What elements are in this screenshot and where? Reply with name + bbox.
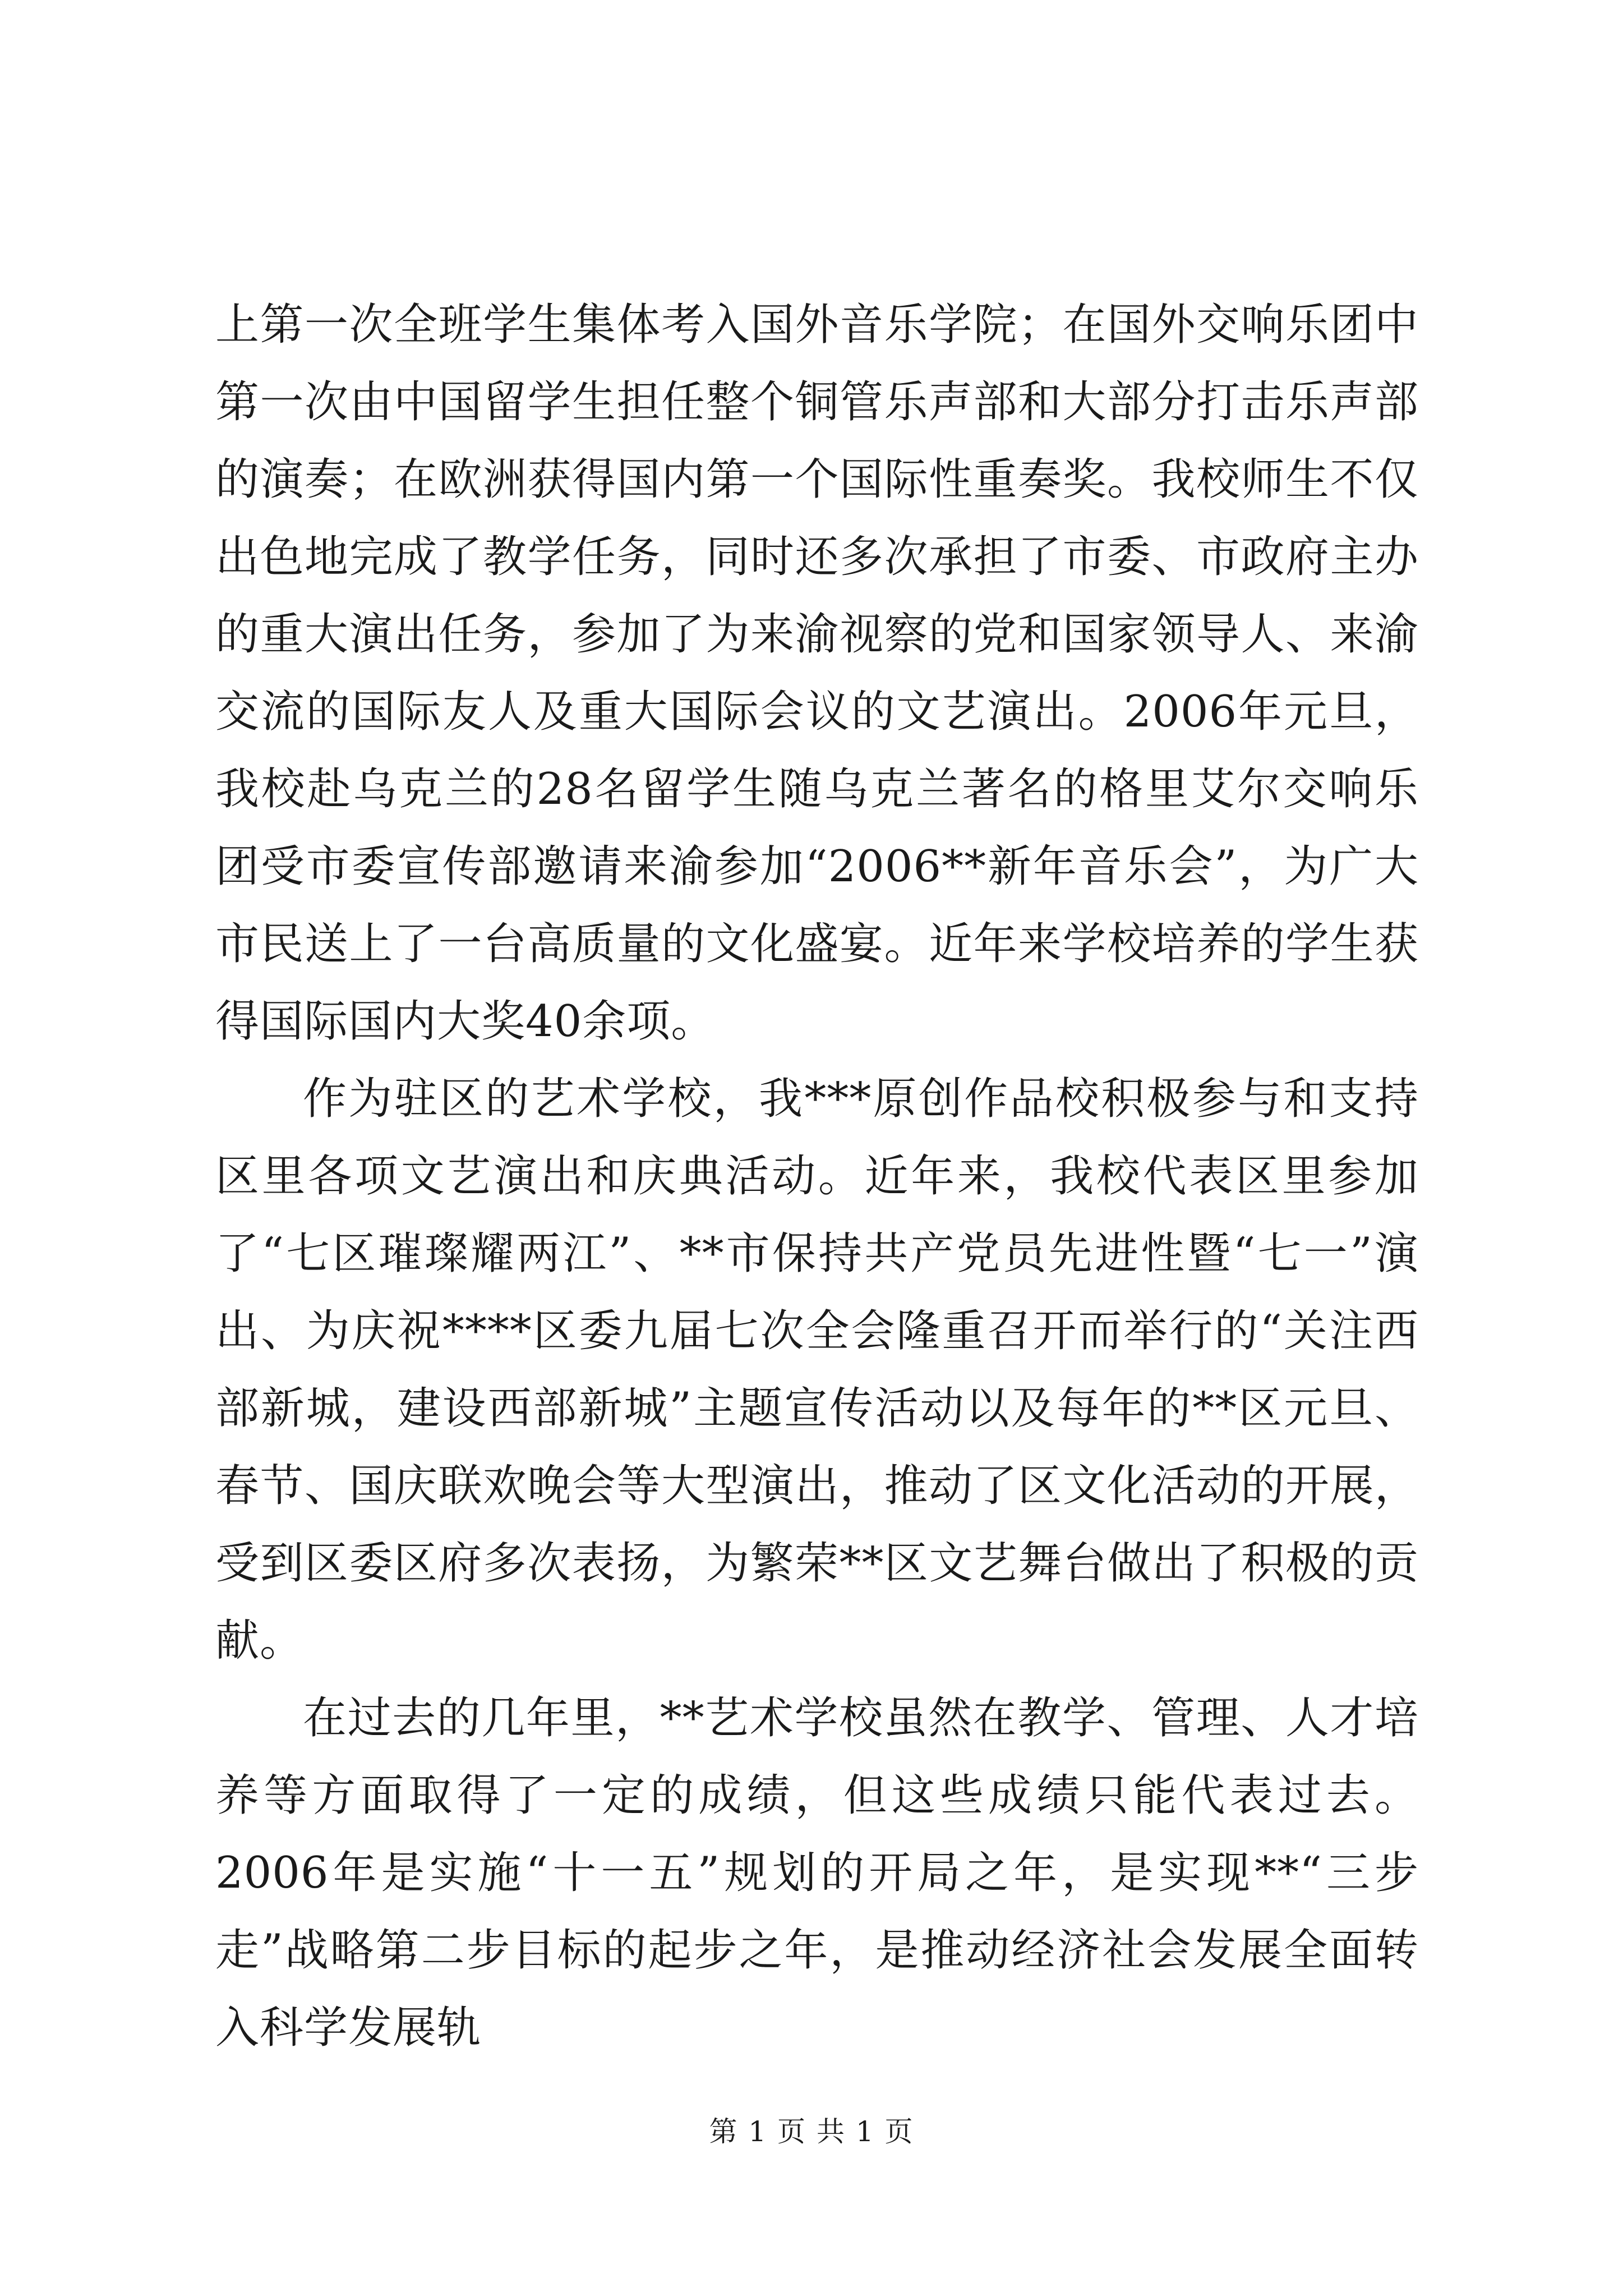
paragraph-1: 上第一次全班学生集体考入国外音乐学院；在国外交响乐团中第一次由中国留学生担任整个铜管乐声部和大部分打击乐声部的演奏；在欧洲获得国内第一个国际性重奏奖。我校师生不仅出色地完成了教学任务，同时还多次承担了市委、市政府主办的重大演出任务，参加了为来渝视察的党和国家领导人、来渝交流的国际友人及重大国际会议的文艺演出。2006年元旦，我校赴乌克兰的28名留学生随乌克兰著名的格里艾尔交响乐团受市委宣传部邀请来渝参加“2006**新年音乐会”，为广大市民送上了一台高质量的文化盛宴。近年来学校培养的学生获得国际国内大奖40余项。 xyxy=(215,300,1419,1047)
paragraph-3: 在过去的几年里，**艺术学校虽然在教学、管理、人才培养等方面取得了一定的成绩，但这些成绩只能代表过去。2006年是实施“十一五”规划的开局之年，是实现**“三步走”战略第二步目标的起步之年，是推动经济社会发展全面转入科学发展轨 xyxy=(215,1693,1419,2053)
page-footer: 第 1 页 共 1 页 xyxy=(709,2115,914,2148)
document-body xyxy=(215,286,1419,2067)
paragraph-2: 作为驻区的艺术学校，我***原创作品校积极参与和支持区里各项文艺演出和庆典活动。近年来，我校代表区里参加了“七区璀璨耀两江”、**市保持共产党员先进性暨“七一”演出、为庆祝****区委九届七次全会隆重召开而举行的“关注西部新城，建设西部新城”主题宣传活动以及每年的**区元旦、春节、国庆联欢晚会等大型演出，推动了区文化活动的开展，受到区委区府多次表扬，为繁荣**区文艺舞台做出了积极的贡献。 xyxy=(215,1074,1419,1666)
